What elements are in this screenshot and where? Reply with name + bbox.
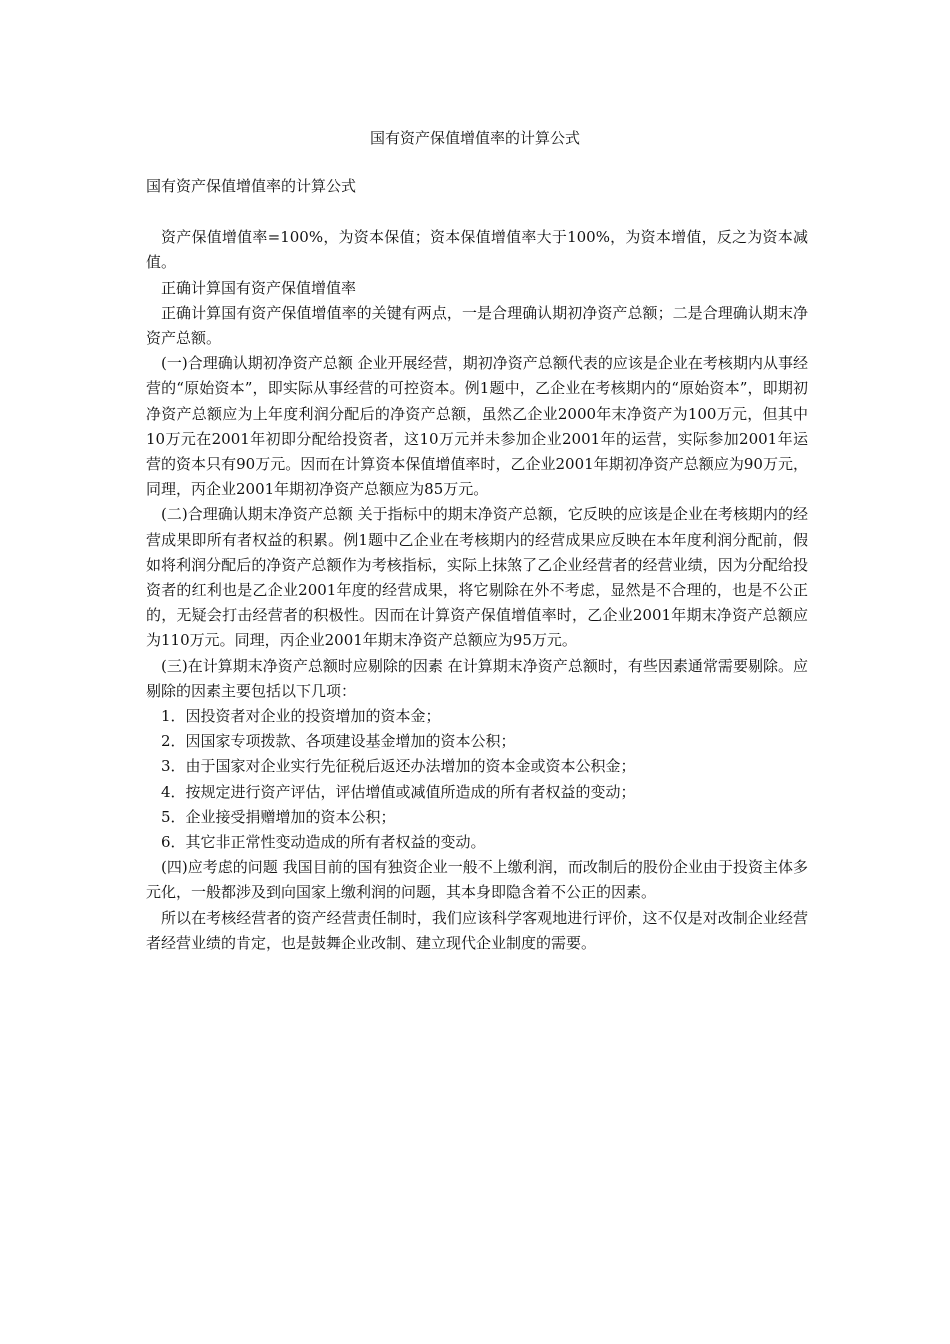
list-item: 3．由于国家对企业实行先征税后返还办法增加的资本金或资本公积金； — [161, 757, 636, 776]
paragraph-section-2: (二)合理确认期末净资产总额 关于指标中的期末净资产总额，它反映的应该是企业在考核期内的经营成果即所有者权益的积累。例1题中乙企业在考核期内的经营成果应反映在本年度利润分配前，假如将利润分配后的净资产总额作为考核指标，实际上抹煞了乙企业经营者的经营业绩，因为分配给投资者的红利也是乙企业2001年度的经营成果，将它剔除在外不考虑，显然是不合理的，也是不公正的，无疑会打击经营者的积极性。因而在计算资产保值增值率时，乙企业2001年期末净资产总额应为110万元。同理，丙企业2001年期末净资产总额应为95万元。 — [146, 505, 808, 650]
paragraph-section-3: (三)在计算期末净资产总额时应剔除的因素 在计算期末净资产总额时，有些因素通常需要剔除。应剔除的因素主要包括以下几项： — [146, 656, 808, 700]
document-title: 国有资产保值增值率的计算公式 — [369, 129, 580, 147]
list-item: 2．因国家专项拨款、各项建设基金增加的资本公积； — [161, 732, 516, 751]
paragraph-section-4: (四)应考虑的问题 我国目前的国有独资企业一般不上缴利润，而改制后的股份企业由于投资主体多元化，一般都涉及到向国家上缴利润的问题，其本身即隐含着不公正的因素。 — [146, 858, 808, 902]
paragraph-conclusion: 所以在考核经营者的资产经营责任制时，我们应该科学客观地进行评价，这不仅是对改制企业经营者经营业绩的肯定，也是鼓舞企业改制、建立现代企业制度的需要。 — [146, 908, 808, 952]
list-item: 5．企业接受捐赠增加的资本公积； — [161, 807, 396, 826]
document-body — [146, 174, 808, 956]
list-item: 6．其它非正常性变动造成的所有者权益的变动。 — [161, 833, 486, 852]
list-item: 4．按规定进行资产评估，评估增值或减值所造成的所有者权益的变动； — [161, 782, 636, 801]
section-heading: 正确计算国有资产保值增值率 — [161, 278, 357, 297]
paragraph-intro-definition: 资产保值增值率=100%，为资本保值；资本保值增值率大于100%，为资本增值，反之为资本减值。 — [146, 228, 808, 272]
document-subtitle: 国有资产保值增值率的计算公式 — [146, 177, 357, 195]
paragraph-section-1: (一)合理确认期初净资产总额 企业开展经营，期初净资产总额代表的应该是企业在考核期内从事经营的“原始资本”，即实际从事经营的可控资本。例1题中，乙企业在考核期内的“原始资本”，即期初净资产总额应为上年度利润分配后的净资产总额，虽然乙企业2000年末净资产为100万元，但其中10万元在2001年初即分配给投资者，这10万元并未参加企业2001年的运营，实际参加2001年运营的资本只有90万元。因而在计算资本保值增值率时，乙企业2001年期初净资产总额应为90万元，同理，丙企业2001年期初净资产总额应为85万元。 — [146, 354, 808, 499]
paragraph-key-points: 正确计算国有资产保值增值率的关键有两点，一是合理确认期初净资产总额；二是合理确认期末净资产总额。 — [146, 303, 808, 348]
list-item: 1．因投资者对企业的投资增加的资本金； — [161, 707, 441, 726]
